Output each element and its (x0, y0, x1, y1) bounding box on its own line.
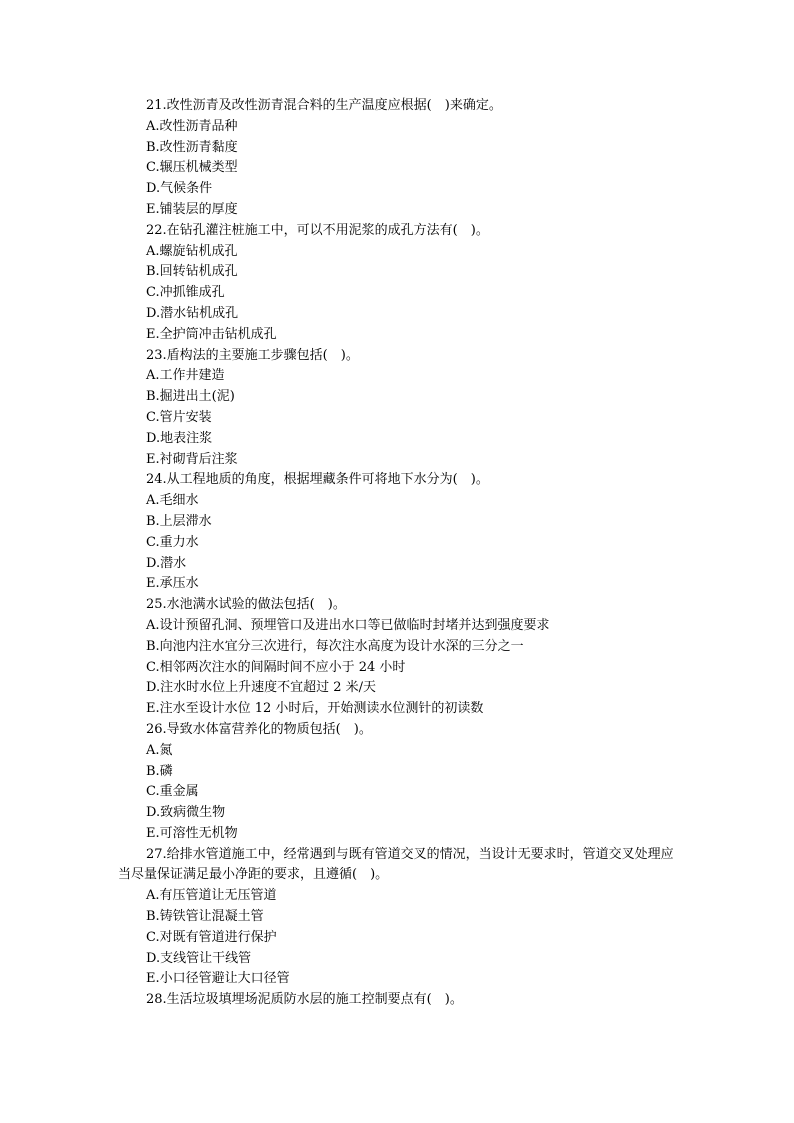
option-c: C.管片安装 (146, 409, 212, 425)
option-c: C.重金属 (146, 784, 199, 800)
option-b: B.上层滞水 (146, 513, 212, 529)
option-e: E.衬砌背后注浆 (146, 451, 238, 467)
option-e: E.全护筒冲击钻机成孔 (146, 326, 277, 342)
option-b: B.磷 (146, 763, 173, 779)
option-c: C.对既有管道进行保护 (146, 929, 277, 945)
question-text: 27.给排水管道施工中，经常遇到与既有管道交叉的情况，当设计无要求时，管道交叉处理应当尽量保证满足最小净距的要求，且遵循( )。 (118, 846, 674, 883)
option-c: C.冲抓锥成孔 (146, 285, 225, 301)
option-a: A.工作井建造 (146, 368, 225, 384)
question-text: 21.改性沥青及改性沥青混合料的生产温度应根据( )来确定。 (146, 98, 502, 113)
option-b: B.改性沥青黏度 (146, 139, 238, 155)
option-e: E.承压水 (146, 576, 199, 592)
question-24 (118, 470, 678, 595)
question-text: 26.导致水体富营养化的物质包括( )。 (146, 721, 372, 737)
question-text: 25.水池满水试验的做法包括( )。 (146, 597, 346, 613)
option-d: D.气候条件 (146, 181, 213, 197)
question-text: 23.盾构法的主要施工步骤包括( )。 (146, 347, 359, 363)
option-b: B.向池内注水宜分三次进行，每次注水高度为设计水深的三分之一 (146, 638, 524, 654)
question-21 (118, 96, 678, 221)
option-d: D.潜水 (146, 555, 187, 571)
option-b: B.掘进出土(泥) (146, 389, 235, 405)
option-b: B.铸铁管让混凝土管 (146, 909, 264, 925)
question-23 (118, 346, 678, 471)
option-e: E.铺装层的厚度 (146, 201, 238, 217)
option-a: A.毛细水 (146, 493, 199, 509)
option-b: B.回转钻机成孔 (146, 264, 238, 280)
option-a: A.螺旋钻机成孔 (146, 243, 238, 259)
question-28 (118, 990, 678, 1011)
option-a: A.氮 (146, 742, 173, 758)
question-text: 24.从工程地质的角度，根据埋藏条件可将地下水分为( )。 (146, 472, 489, 488)
option-c: C.重力水 (146, 534, 199, 550)
question-25 (118, 595, 678, 720)
option-c: C.辗压机械类型 (146, 160, 238, 176)
option-d: D.支线管让干线管 (146, 950, 252, 966)
option-d: D.注水时水位上升速度不宜超过 2 米/天 (146, 680, 377, 696)
option-e: E.可溶性无机物 (146, 825, 238, 841)
question-text: 22.在钻孔灌注桩施工中，可以不用泥浆的成孔方法有( )。 (146, 222, 489, 238)
option-c: C.相邻两次注水的间隔时间不应小于 24 小时 (146, 659, 406, 675)
question-22 (118, 221, 678, 346)
option-d: D.致病微生物 (146, 805, 226, 821)
option-a: A.有压管道让无压管道 (146, 888, 277, 904)
option-a: A.改性沥青品种 (146, 118, 238, 134)
question-26 (118, 720, 678, 845)
option-e: E.小口径管避让大口径管 (146, 971, 290, 987)
option-e: E.注水至设计水位 12 小时后，开始测读水位测针的初读数 (146, 701, 484, 717)
option-d: D.潜水钻机成孔 (146, 305, 239, 321)
question-27 (118, 845, 678, 991)
question-list (118, 96, 678, 1011)
option-d: D.地表注浆 (146, 430, 213, 446)
option-a: A.设计预留孔洞、预埋管口及进出水口等已做临时封堵并达到强度要求 (146, 617, 550, 633)
question-text: 28.生活垃圾填埋场泥质防水层的施工控制要点有( )。 (146, 992, 463, 1008)
